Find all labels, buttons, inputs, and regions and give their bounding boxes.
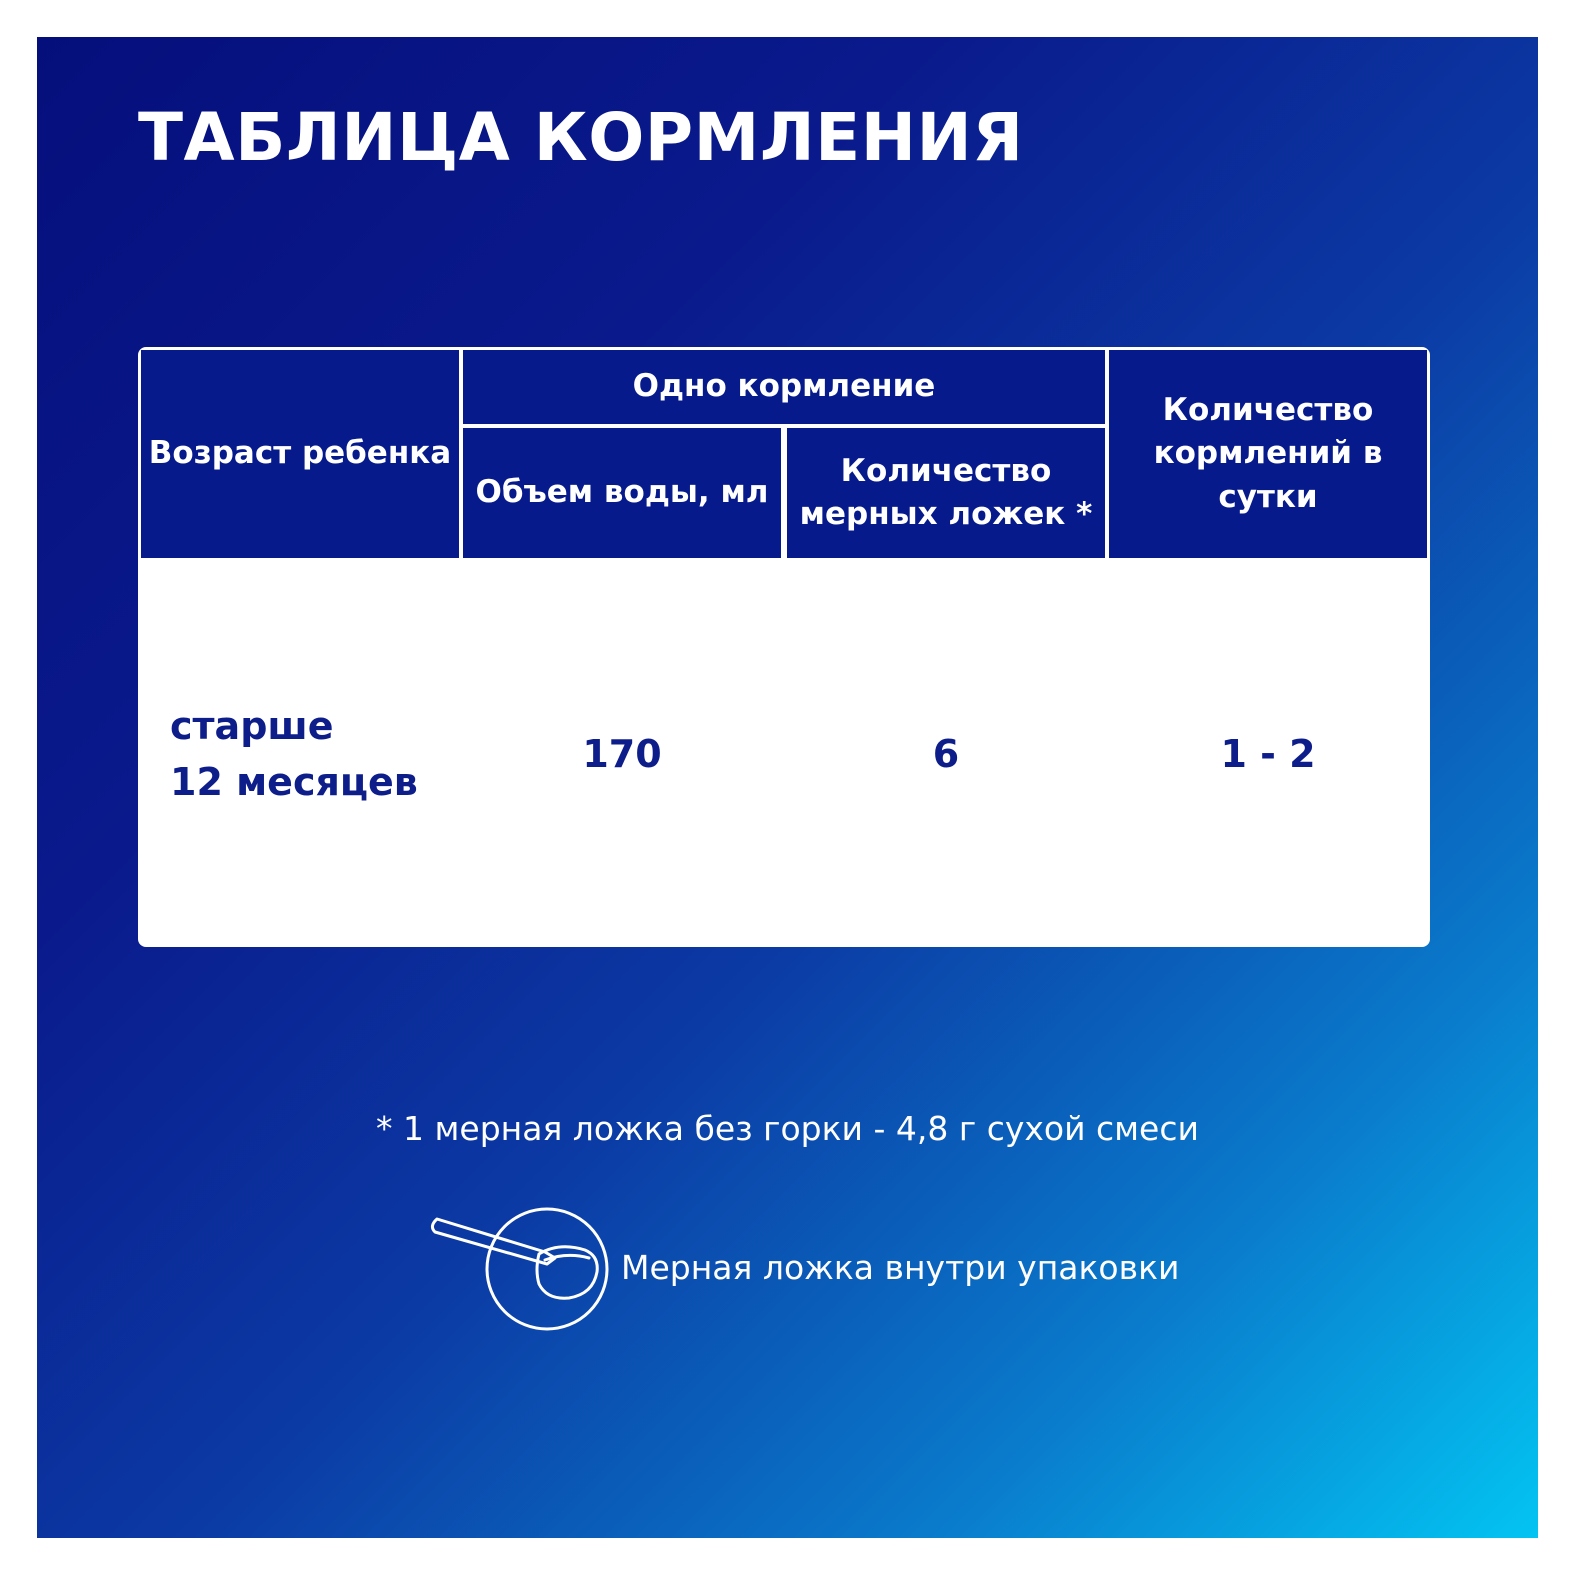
cell-age [170, 562, 460, 947]
spoon-note [427, 1202, 1179, 1332]
spoon-note-text: Мерная ложка внутри упаковки [621, 1247, 1180, 1287]
page-title: ТАБЛИЦА КОРМЛЕНИЯ [138, 99, 1024, 176]
header-spoons-line2: мерных ложек * [799, 496, 1093, 532]
feeding-table-card [37, 37, 1538, 1538]
cell-spoons: 6 [932, 731, 960, 776]
cell-age-line2: 12 месяцев [170, 759, 418, 804]
header-water-volume: Объем воды, мл [463, 428, 781, 558]
header-age: Возраст ребенка [141, 350, 459, 558]
header-one-feeding: Одно кормление [463, 350, 1105, 424]
header-feedings-per-day [1109, 350, 1427, 558]
header-feedings-line2: кормлений в сутки [1153, 435, 1383, 515]
cell-water-ml: 170 [582, 731, 662, 776]
header-spoons-line1: Количество [840, 452, 1052, 489]
header-spoons [787, 428, 1105, 558]
cell-feedings-per-day: 1 - 2 [1220, 731, 1316, 776]
header-feedings-line1: Количество [1162, 391, 1374, 428]
footnote: * 1 мерная ложка без горки - 4,8 г сухой смеси [376, 1109, 1199, 1148]
feeding-table [138, 347, 1430, 947]
measuring-spoon-icon [427, 1202, 617, 1332]
cell-age-line1: старше [170, 704, 334, 749]
